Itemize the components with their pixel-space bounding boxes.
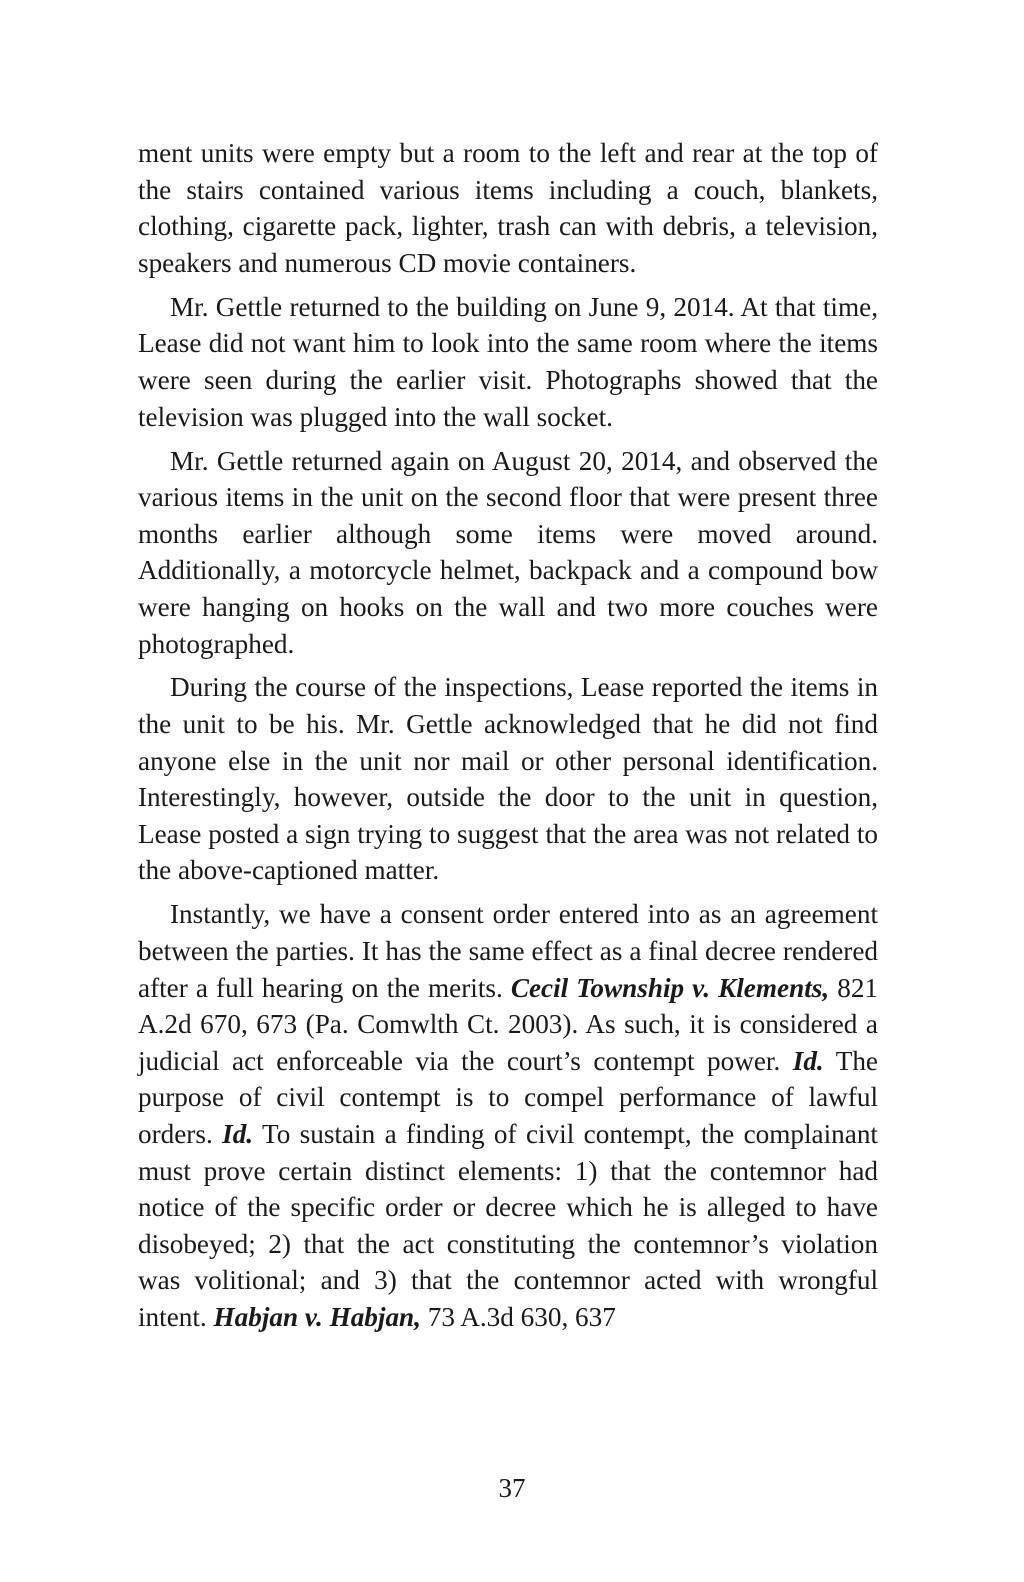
paragraph-text: ment units were empty but a room to the left and rear at the top of the stairs contained various items including a couch, blankets, clothing, cigarette pack, lighter, trash can with debris, a television, speakers and numerous CD movie containers. [138, 138, 878, 278]
paragraph-continued [138, 135, 878, 281]
case-citation-cecil-township: Cecil Township v. Klements, [510, 972, 830, 1003]
paragraph-august-visit [138, 443, 878, 663]
paragraph-inspections [138, 669, 878, 889]
case-citation-id: Id. [792, 1045, 824, 1076]
case-citation-habjan: Habjan v. Habjan, [213, 1301, 421, 1332]
paragraph-text: Instantly, we have a consent order entered into as an agreement between the parties. It has the same effect as a final decree rendered after a full hearing on the merits. [138, 899, 878, 1003]
paragraph-text: Mr. Gettle returned to the building on June 9, 2014. At that time, Lease did not want him to look into the same room where the items were seen during the earlier visit. Photographs showed that the television was plugged into the wall socket. [138, 291, 878, 432]
paragraph-text: 73 A.3d 630, 637 [420, 1301, 616, 1332]
page-number: 37 [498, 1473, 526, 1503]
paragraph-text: During the course of the inspections, Lease reported the items in the unit to be his. Mr. Gettle acknowledged that he did not find anyone else in the unit nor mail or other personal identification. Interestingly, however, outside the door to the unit in question, Lease posted a sign trying to suggest that the area was not related to the above-captioned matter. [138, 672, 878, 886]
paragraph-text: To sustain a finding of civil contempt, the complainant must prove certain distinct elements: 1) that the contemnor had notice of the specific order or decree which he is alleged to have disobeyed; 2) that the act constituting the contemnor’s violation was volitional; and 3) that the contemnor acted with wrongful intent. [138, 1119, 878, 1332]
paragraph-june-visit [138, 289, 878, 435]
opinion-text [138, 135, 878, 1343]
case-citation-id: Id. [222, 1119, 254, 1149]
paragraph-text: The purpose of civil contempt is to compel performance of lawful orders. [138, 1045, 878, 1149]
paragraph-text: 821 A.2d 670, 673 (Pa. Comwlth Ct. 2003). As such, it is considered a judicial act enforceable via the court’s contempt power. [138, 972, 878, 1076]
paragraph-consent-order [138, 896, 878, 1335]
paragraph-text: Mr. Gettle returned again on August 20, 2014, and observed the various items in the unit on the second floor that were present three months earlier although some items were moved around. Additionally, a motorcycle helmet, backpack and a compound bow were hanging on hooks on the wall and two more couches were photographed. [138, 445, 878, 659]
